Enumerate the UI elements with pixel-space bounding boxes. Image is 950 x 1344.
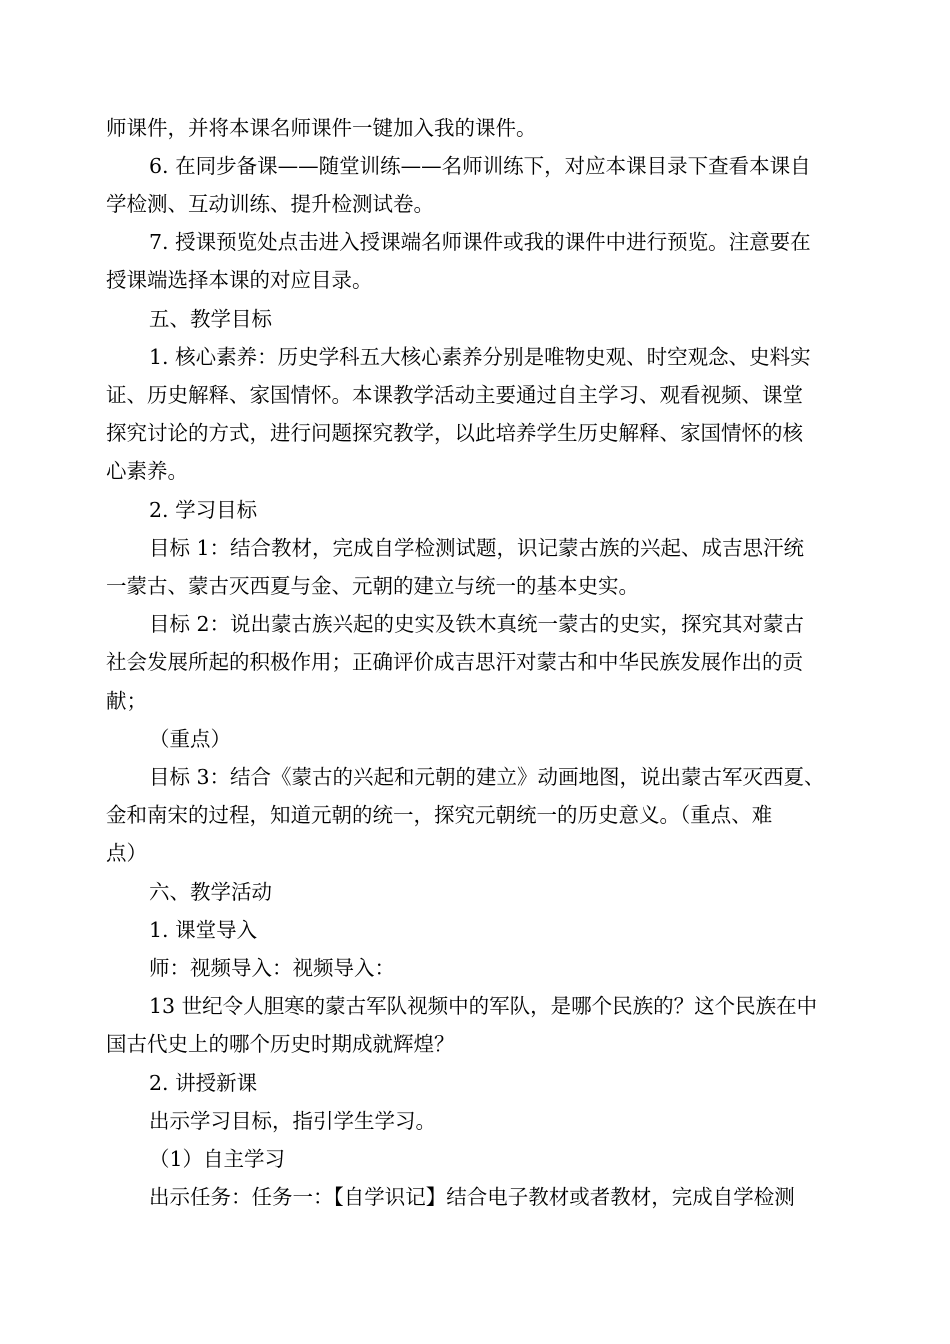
subheading-new-lesson: 2. 讲授新课 <box>149 1071 258 1095</box>
text-line-25: 国古代史上的哪个历史时期成就辉煌？ <box>106 1032 455 1056</box>
text-line-14: 目标 2：说出蒙古族兴起的史实及铁木真统一蒙古的史实，探究其对蒙古 <box>149 612 805 636</box>
text-line-20: 点） <box>106 841 147 865</box>
section-heading-objectives: 五、教学目标 <box>149 307 272 331</box>
text-line-29: 出示任务：任务一：【自学识记】结合电子教材或者教材，完成自学检测 <box>149 1185 795 1209</box>
text-line-24: 13 世纪令人胆寒的蒙古军队视频中的军队，是哪个民族的？这个民族在中 <box>149 994 818 1018</box>
text-line-19: 金和南宋的过程，知道元朝的统一，探究元朝统一的历史意义。（重点、难 <box>106 803 773 827</box>
text-line-12: 目标 1：结合教材，完成自学检测试题，识记蒙古族的兴起、成吉思汗统 <box>149 536 805 560</box>
subheading-learning-goals: 2. 学习目标 <box>149 498 258 522</box>
text-line-03: 学检测、互动训练、提升检测试卷。 <box>106 192 434 216</box>
text-line-17: （重点） <box>149 727 231 751</box>
text-line-01: 师课件，并将本课名师课件一键加入我的课件。 <box>106 116 537 140</box>
text-line-08: 证、历史解释、家国情怀。本课教学活动主要通过自主学习、观看视频、课堂 <box>106 383 803 407</box>
subheading-self-study: （1）自主学习 <box>149 1147 286 1171</box>
text-line-09: 探究讨论的方式，进行问题探究教学，以此培养学生历史解释、家国情怀的核 <box>106 421 803 445</box>
section-heading-activities: 六、教学活动 <box>149 880 272 904</box>
text-line-04: 7. 授课预览处点击进入授课端名师课件或我的课件中进行预览。注意要在 <box>149 230 811 254</box>
text-line-05: 授课端选择本课的对应目录。 <box>106 268 373 292</box>
text-line-15: 社会发展所起的积极作用；正确评价成吉思汗对蒙古和中华民族发展作出的贡 <box>106 650 803 674</box>
subheading-intro: 1. 课堂导入 <box>149 918 258 942</box>
text-line-18: 目标 3：结合《蒙古的兴起和元朝的建立》动画地图，说出蒙古军灭西夏、 <box>149 765 825 789</box>
text-line-23: 师：视频导入：视频导入： <box>149 956 395 980</box>
text-line-16: 献； <box>106 689 147 713</box>
text-line-13: 一蒙古、蒙古灭西夏与金、元朝的建立与统一的基本史实。 <box>106 574 639 598</box>
text-line-02: 6. 在同步备课——随堂训练——名师训练下，对应本课目录下查看本课自 <box>149 154 811 178</box>
text-line-07: 1. 核心素养：历史学科五大核心素养分别是唯物史观、时空观念、史料实 <box>149 345 811 369</box>
text-line-10: 心素养。 <box>106 459 188 483</box>
text-line-27: 出示学习目标，指引学生学习。 <box>149 1109 436 1133</box>
